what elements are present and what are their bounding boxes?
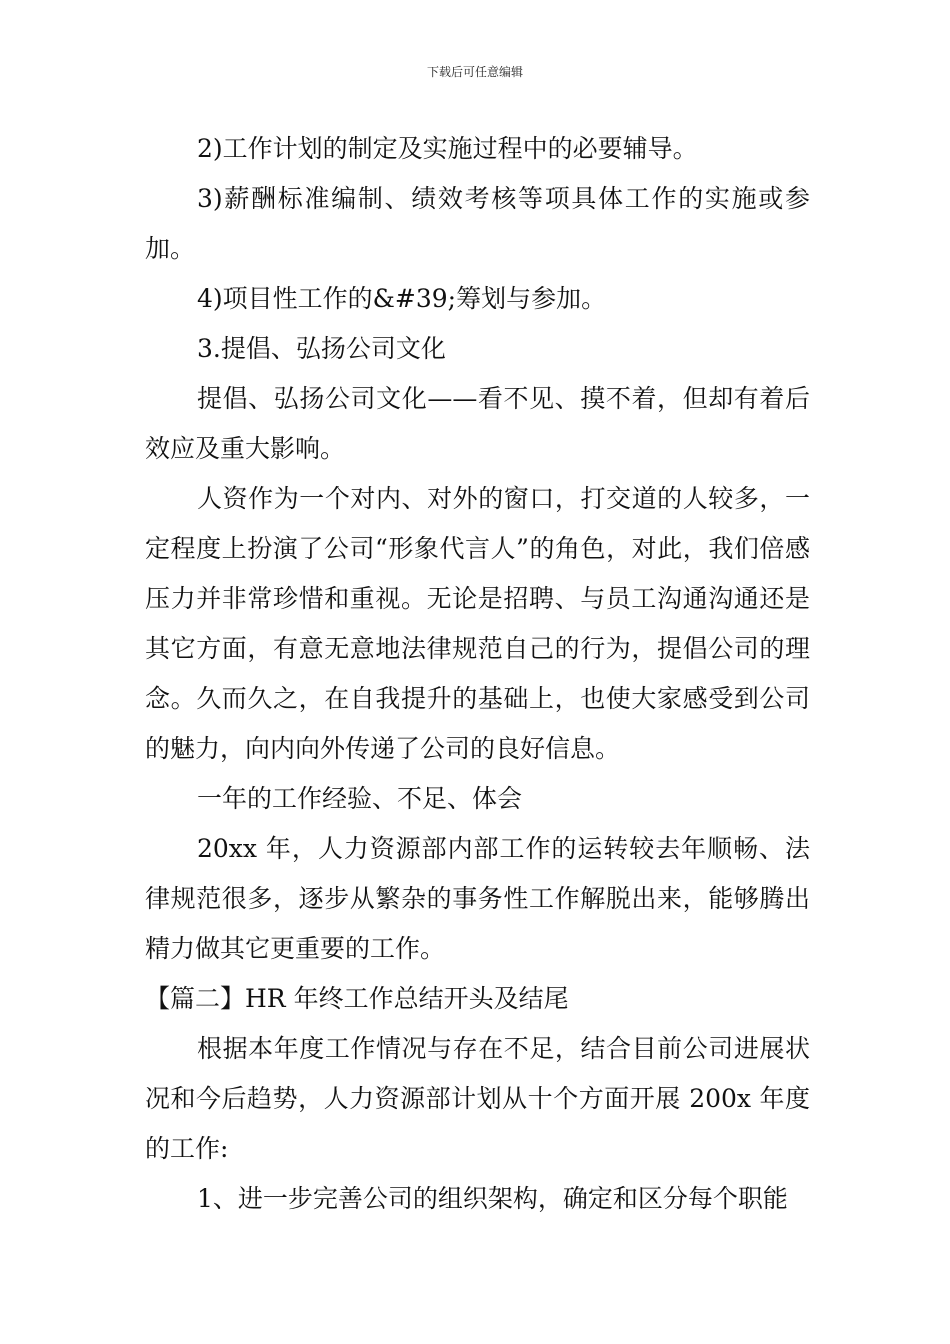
paragraph-item-3: 3)薪酬标准编制、绩效考核等项具体工作的实施或参加。	[145, 184, 810, 263]
paragraph-culture-detail: 人资作为一个对内、对外的窗口，打交道的人较多，一定程度上扮演了公司“形象代言人”的角色，对此，我们倍感压力并非常珍惜和重视。无论是招聘、与员工沟通沟通还是其它方面，有意无意地法律规范自己的行为，提倡公司的理念。久而久之，在自我提升的基础上，也使大家感受到公司的魅力，向内向外传递了公司的良好信息。	[145, 484, 810, 763]
page-header: 下载后可任意编辑	[426, 65, 523, 79]
section-heading-culture: 3.提倡、弘扬公司文化	[197, 334, 446, 363]
document-body	[145, 124, 810, 1224]
paragraph-experience: 20xx 年，人力资源部内部工作的运转较去年顺畅、法律规范很多，逐步从繁杂的事务性工作解脱出来，能够腾出精力做其它更重要的工作。	[145, 834, 810, 963]
paragraph-plan-item-1: 1、进一步完善公司的组织架构，确定和区分每个职能	[197, 1184, 788, 1213]
paragraph-plan-intro: 根据本年度工作情况与存在不足，结合目前公司进展状况和今后趋势，人力资源部计划从十个方面开展 200x 年度的工作:	[145, 1034, 810, 1163]
paragraph-item-4: 4)项目性工作的&#39;筹划与参加。	[197, 284, 607, 313]
section-heading-experience: 一年的工作经验、不足、体会	[197, 784, 523, 813]
article-heading-part-two: 【篇二】HR 年终工作总结开头及结尾	[145, 984, 569, 1013]
paragraph-culture-intro: 提倡、弘扬公司文化——看不见、摸不着，但却有着后效应及重大影响。	[145, 384, 810, 463]
paragraph-item-2: 2)工作计划的制定及实施过程中的必要辅导。	[197, 134, 698, 163]
